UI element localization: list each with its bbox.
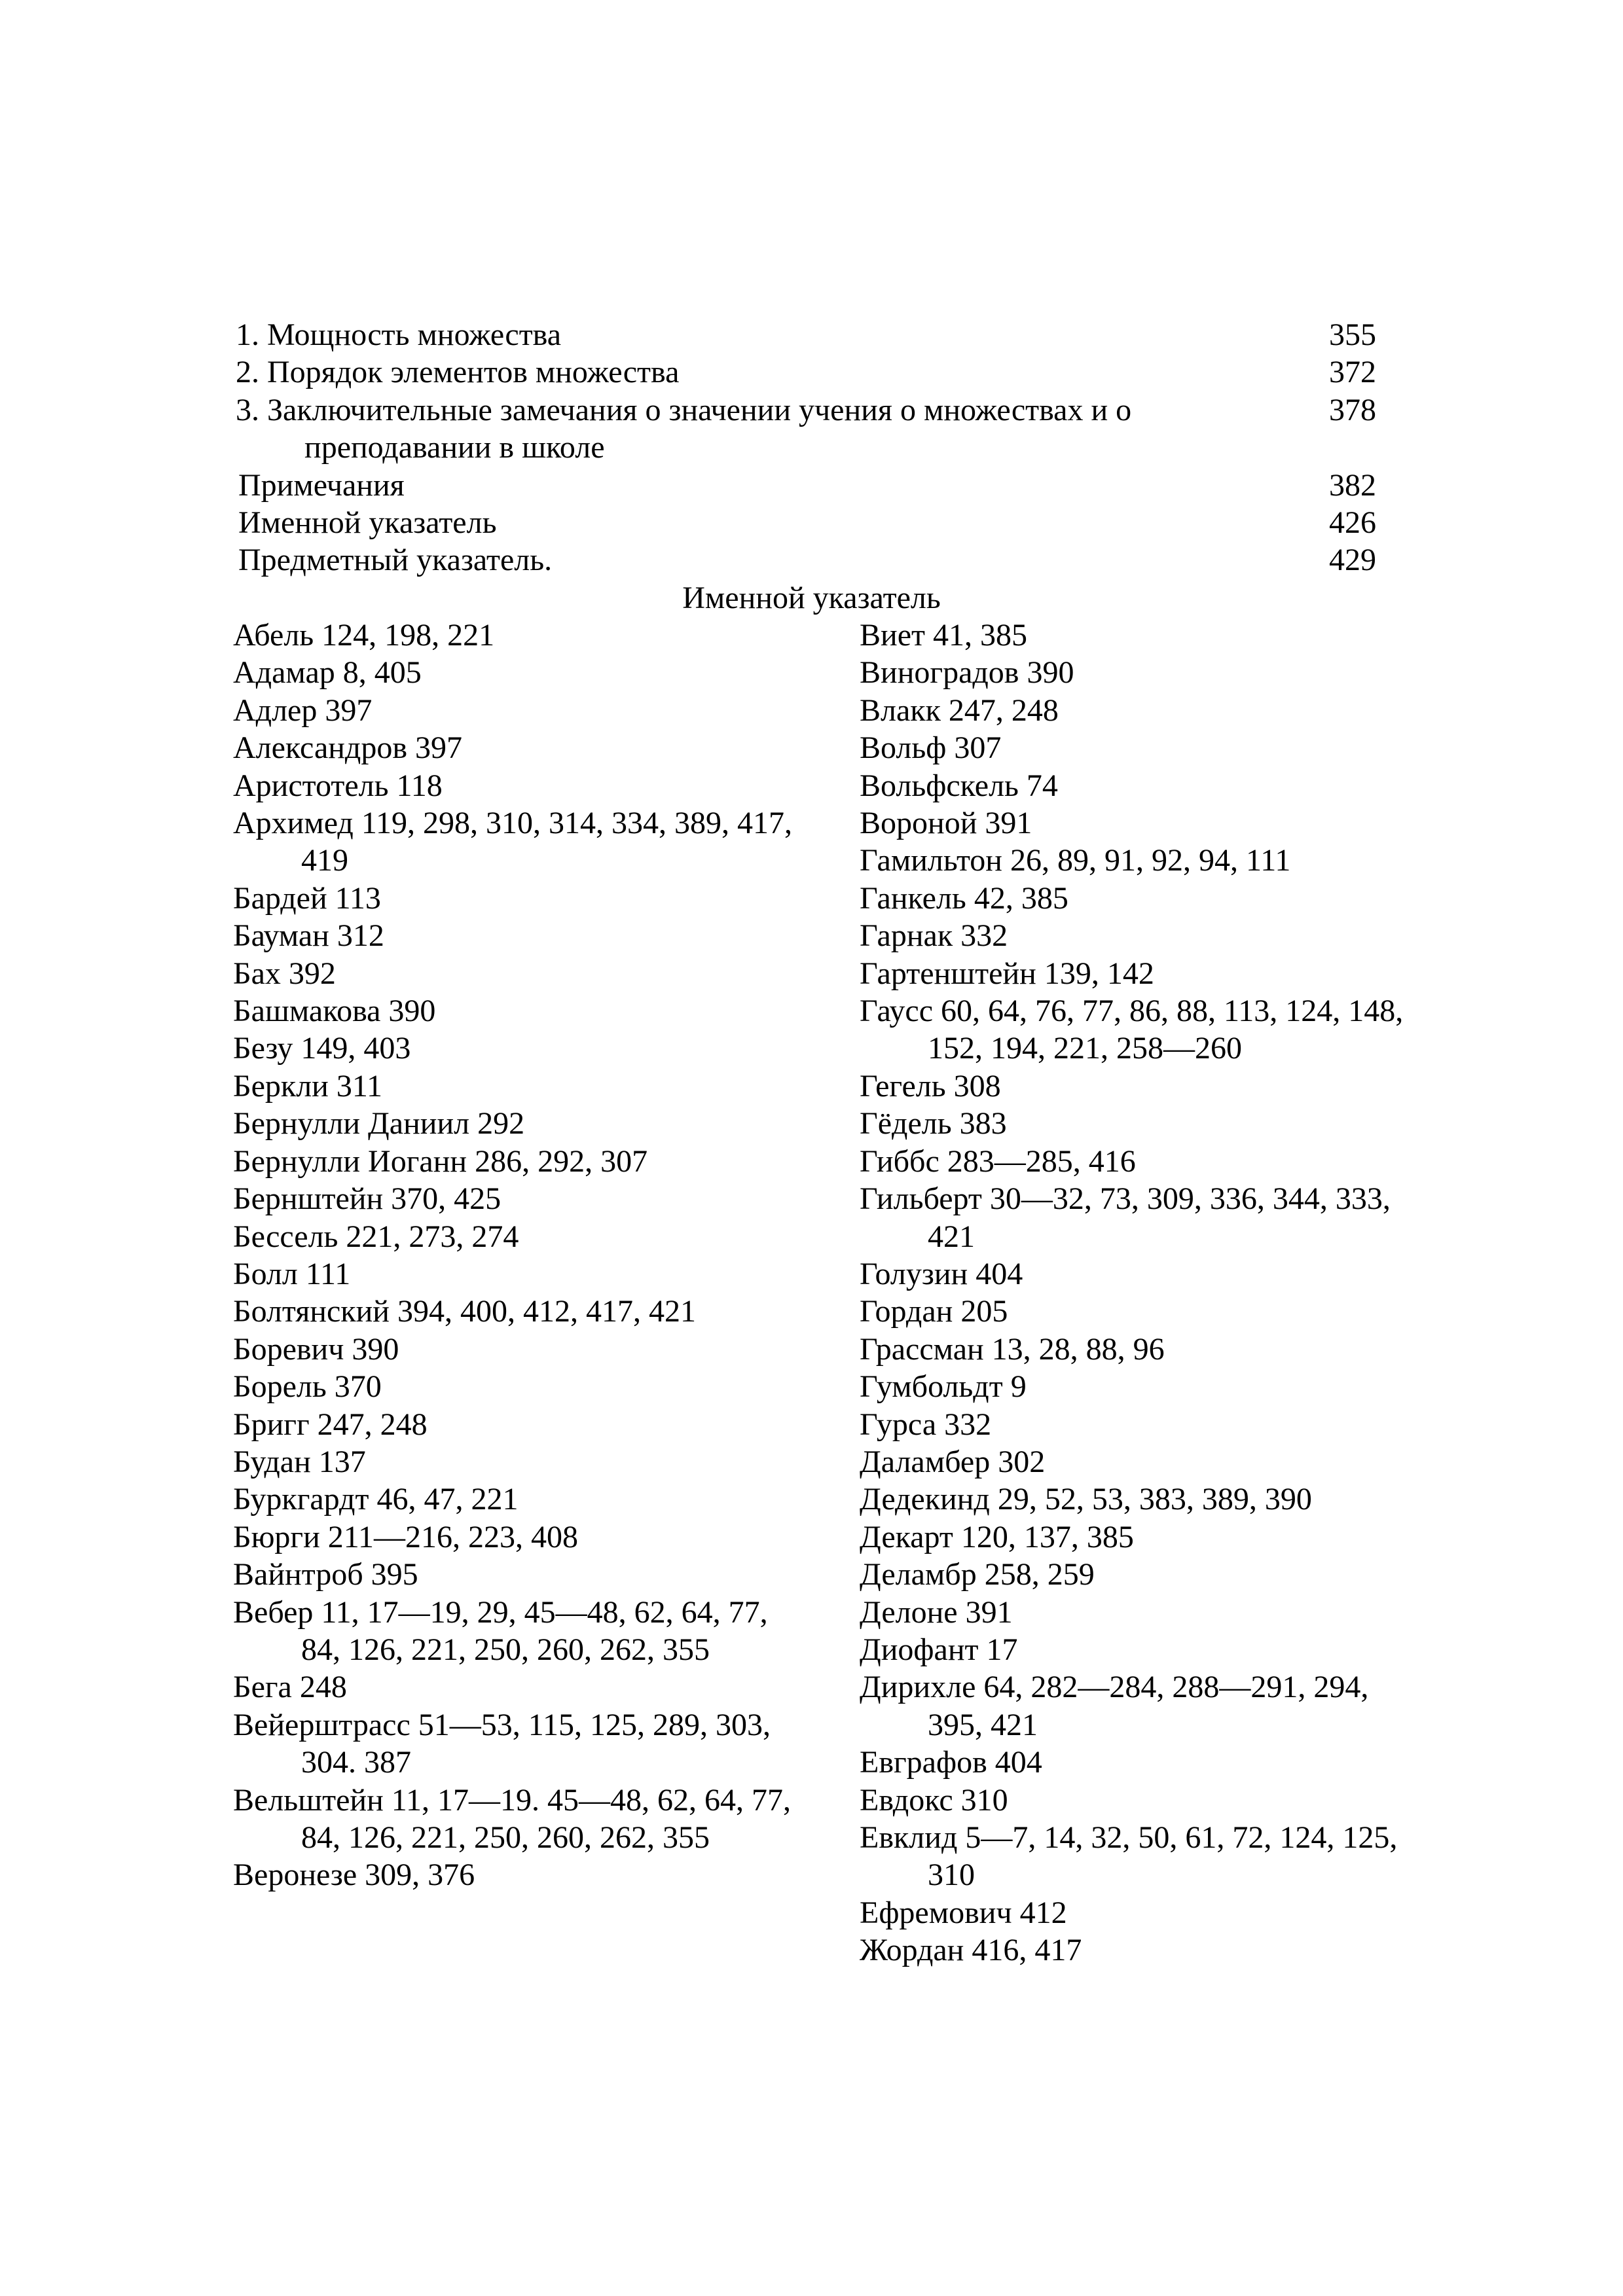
index-entry: Ганкель 42, 385	[860, 880, 1068, 916]
index-entry: Вороной 391	[860, 806, 1032, 841]
index-entry: Башмакова 390	[233, 994, 436, 1029]
index-entry: Борель 370	[233, 1369, 382, 1405]
index-entry: Грассман 13, 28, 88, 96	[860, 1331, 1165, 1367]
index-entry: Будан 137	[233, 1444, 366, 1479]
index-entry: Гамильтон 26, 89, 91, 92, 94, 111	[860, 843, 1291, 878]
index-heading: Именной указатель	[682, 581, 941, 615]
index-entry: Александров 397	[233, 730, 463, 766]
index-entry: Вебер 11, 17—19, 29, 45—48, 62, 64, 77, 84, 126, 221, 250, 260, 262, 355	[233, 1594, 768, 1667]
index-entry: Гегель 308	[860, 1068, 1001, 1103]
index-column-left	[233, 617, 796, 1894]
index-entry: Бега 248	[233, 1670, 347, 1705]
index-entry: Бах 392	[233, 956, 336, 991]
index-entry: Гёдель 383	[860, 1106, 1007, 1141]
index-entry: Буркгардт 46, 47, 221	[233, 1482, 519, 1517]
index-entry: Голузин 404	[860, 1256, 1023, 1291]
toc-page-number: 382	[1329, 467, 1376, 503]
toc-page-number: 372	[1329, 355, 1376, 390]
index-entry: Евдокс 310	[860, 1782, 1008, 1818]
index-entry: Архимед 119, 298, 310, 314, 334, 389, 417, 419	[233, 806, 793, 878]
index-entry: Даламбер 302	[860, 1444, 1046, 1479]
index-entry: Декарт 120, 137, 385	[860, 1519, 1134, 1554]
index-entry: Влакк 247, 248	[860, 692, 1059, 728]
index-entry: Делоне 391	[860, 1594, 1013, 1630]
index-entry: Аристотель 118	[233, 768, 443, 803]
index-entry: Вольф 307	[860, 730, 1002, 766]
toc-title: 2. Порядок элементов множества	[236, 355, 680, 390]
index-entry: Веронезе 309, 376	[233, 1857, 475, 1893]
index-entry: Вольфскель 74	[860, 768, 1058, 803]
toc-page-number: 426	[1329, 505, 1376, 541]
toc-row	[236, 467, 1376, 504]
toc-page-number: 429	[1329, 543, 1376, 578]
index-entry: Адамар 8, 405	[233, 655, 422, 691]
index-entry: Виет 41, 385	[860, 618, 1027, 653]
index-column-right	[860, 617, 1423, 1969]
index-entry: Болтянский 394, 400, 412, 417, 421	[233, 1294, 696, 1329]
index-entry: Деламбр 258, 259	[860, 1557, 1095, 1592]
index-entry: Абель 124, 198, 221	[233, 618, 495, 653]
index-entry: Бауман 312	[233, 918, 384, 954]
toc-row	[236, 504, 1376, 541]
table-of-contents	[236, 316, 1376, 579]
index-entry: Бригг 247, 248	[233, 1407, 428, 1442]
index-entry: Дедекинд 29, 52, 53, 383, 389, 390	[860, 1482, 1312, 1517]
index-entry: Гумбольдт 9	[860, 1369, 1027, 1405]
toc-title: 3. Заключительные замечания о значении учения о множествах и о преподавании в школе	[236, 392, 1132, 465]
toc-page-number: 355	[1329, 317, 1376, 352]
index-entry: Виноградов 390	[860, 655, 1074, 691]
index-entry: Гиббс 283—285, 416	[860, 1143, 1136, 1179]
toc-row	[236, 541, 1376, 579]
index-entry: Бернулли Иоганн 286, 292, 307	[233, 1143, 648, 1179]
index-entry: Дирихле 64, 282—284, 288—291, 294, 395, 421	[860, 1670, 1369, 1742]
index-entry: Бардей 113	[233, 880, 381, 916]
index-entry: Вейерштрасс 51—53, 115, 125, 289, 303, 304. 387	[233, 1707, 771, 1780]
toc-row	[236, 316, 1376, 353]
toc-page-number: 378	[1329, 392, 1376, 427]
index-entry: Гордан 205	[860, 1294, 1008, 1329]
index-entry: Беркли 311	[233, 1068, 383, 1103]
toc-row	[236, 391, 1376, 467]
index-entry: Евклид 5—7, 14, 32, 50, 61, 72, 124, 125, 310	[860, 1820, 1398, 1893]
toc-title: 1. Мощность множества	[236, 317, 562, 352]
index-entry: Боревич 390	[233, 1331, 399, 1367]
index-entry: Гильберт 30—32, 73, 309, 336, 344, 333, 421	[860, 1181, 1391, 1254]
index-entry: Ефремович 412	[860, 1895, 1067, 1930]
index-entry: Бернштейн 370, 425	[233, 1181, 501, 1217]
index-entry: Евграфов 404	[860, 1745, 1042, 1780]
toc-title: Именной указатель	[238, 505, 497, 541]
index-entry: Вайнтроб 395	[233, 1557, 418, 1592]
index-entry: Болл 111	[233, 1256, 351, 1291]
index-entry: Гартенштейн 139, 142	[860, 956, 1154, 991]
index-entry: Бернулли Даниил 292	[233, 1106, 525, 1141]
toc-row	[236, 353, 1376, 391]
index-entry: Диофант 17	[860, 1632, 1018, 1667]
index-entry: Гаусс 60, 64, 76, 77, 86, 88, 113, 124, 148, 152, 194, 221, 258—260	[860, 994, 1404, 1066]
index-entry: Вельштейн 11, 17—19. 45—48, 62, 64, 77, 84, 126, 221, 250, 260, 262, 355	[233, 1782, 791, 1855]
index-entry: Бюрги 211—216, 223, 408	[233, 1519, 579, 1554]
toc-title: Примечания	[238, 467, 405, 503]
index-entry: Жордан 416, 417	[860, 1933, 1082, 1968]
index-entry: Бессель 221, 273, 274	[233, 1219, 519, 1254]
index-entry: Гурса 332	[860, 1407, 992, 1442]
index-entry: Адлер 397	[233, 692, 373, 728]
index-entry: Гарнак 332	[860, 918, 1008, 954]
toc-title: Предметный указатель.	[238, 543, 553, 578]
index-entry: Безу 149, 403	[233, 1031, 411, 1066]
